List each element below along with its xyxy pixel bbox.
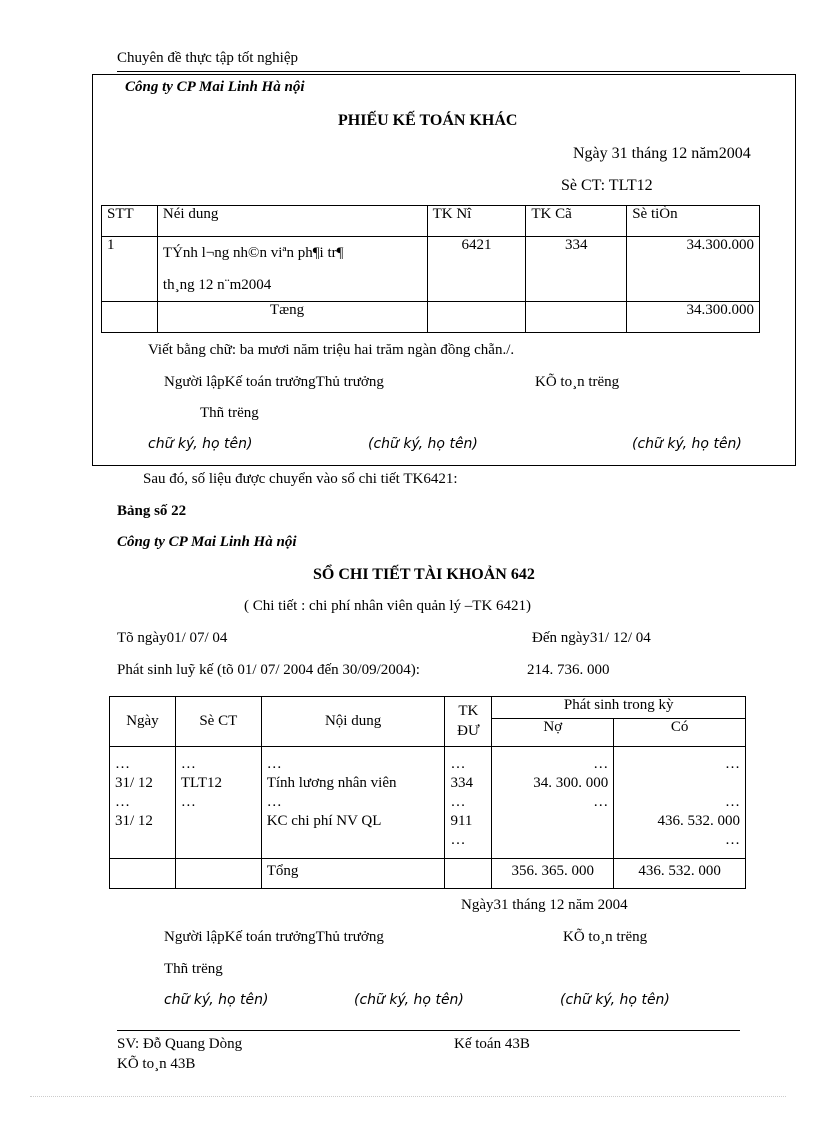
row-credit: 334 <box>526 237 627 302</box>
col-credit: TK Cã <box>526 206 627 237</box>
voucher-sig-2: (chữ ký, họ tên) <box>368 436 478 452</box>
ledger-title: SỔ CHI TIẾT TÀI KHOẢN 642 <box>313 566 535 583</box>
col-amount: Sè tiÒn <box>627 206 760 237</box>
row-amount: 34.300.000 <box>627 237 760 302</box>
header-rule <box>117 71 740 72</box>
row-stt: 1 <box>102 237 158 302</box>
footer-rule <box>117 1030 740 1031</box>
voucher-sig-3: (chữ ký, họ tên) <box>632 436 742 452</box>
voucher-sign-roles: Người lậpKế toán trưởngThủ trưởng <box>164 374 384 390</box>
body-descs: … Tính lương nhân viên … KC chi phí NV QL <box>261 747 445 859</box>
table-row <box>102 237 760 302</box>
table-row <box>110 747 746 859</box>
row-desc-line2: th¸ng 12 n¨m2004 <box>162 277 272 293</box>
voucher-sign-head: Thñ trëng <box>200 405 259 421</box>
voucher-sign-accountant: KÕ to¸n trëng <box>535 374 620 390</box>
body-docs: … TLT12 … <box>175 747 261 859</box>
hdr-period: Phát sinh trong kỳ <box>492 697 746 719</box>
ledger-sign-head: Thñ trëng <box>164 961 223 977</box>
amount-in-words: Viết bằng chữ: ba mươi năm triệu hai trăm ngàn đồng chẵn./. <box>148 342 515 358</box>
col-stt: STT <box>102 206 158 237</box>
ledger-sign-roles: Người lậpKế toán trưởngThủ trưởng <box>164 929 384 945</box>
ledger-sig-2: (chữ ký, họ tên) <box>354 992 464 1008</box>
ledger-cumulative-value: 214. 736. 000 <box>527 662 610 678</box>
ledger-total-debit: 356. 365. 000 <box>492 859 614 889</box>
voucher-date: Ngày 31 tháng 12 năm2004 <box>573 145 751 162</box>
hdr-desc: Nội dung <box>261 697 445 747</box>
ledger-date-line: Ngày31 tháng 12 năm 2004 <box>461 897 628 913</box>
row-desc-line1: TÝnh l¬ng nh©n viªn ph¶i tr¶ <box>162 245 344 261</box>
footer-class: Kế toán 43B <box>454 1036 530 1052</box>
col-debit: TK Nî <box>427 206 526 237</box>
body-dates: … 31/ 12 … 31/ 12 <box>110 747 176 859</box>
voucher-sig-1: chữ ký, họ tên) <box>148 436 253 452</box>
voucher-title: PHIẾU KẾ TOÁN KHÁC <box>338 112 518 129</box>
total-amount: 34.300.000 <box>627 302 760 333</box>
ledger-total-label: Tổng <box>261 859 445 889</box>
ledger-subtitle: ( Chi tiết : chi phí nhân viên quản lý –TK 6421) <box>244 598 532 614</box>
hdr-date: Ngày <box>110 697 176 747</box>
table-number: Bảng số 22 <box>117 503 187 519</box>
ledger-total-credit: 436. 532. 000 <box>614 859 746 889</box>
voucher-table <box>101 205 760 333</box>
body-credits: … … 436. 532. 000 … <box>614 747 746 859</box>
hdr-tk-line1: TK <box>458 703 479 719</box>
total-label: Tæng <box>157 302 427 333</box>
hdr-credit: Có <box>614 719 746 747</box>
hdr-doc: Sè CT <box>175 697 261 747</box>
body-debits: … 34. 300. 000 … <box>492 747 614 859</box>
voucher-total-row <box>102 302 760 333</box>
ledger-company: Công ty CP Mai Linh Hà nội <box>117 534 297 550</box>
header-title: Chuyên đề thực tập tốt nghiệp <box>117 50 299 66</box>
ledger-table <box>109 696 746 889</box>
hdr-tk-line2: ĐƯ <box>457 722 480 739</box>
ledger-header-row-1 <box>110 697 746 719</box>
ledger-sig-3: (chữ ký, họ tên) <box>560 992 670 1008</box>
ledger-from-date: Tõ ngày01/ 07/ 04 <box>117 630 228 646</box>
body-tks: … 334 … 911 … <box>445 747 492 859</box>
ledger-cumulative-label: Phát sinh luỹ kế (tõ 01/ 07/ 2004 đến 30/09/2004): <box>117 662 420 678</box>
row-debit: 6421 <box>427 237 526 302</box>
ledger-to-date: Đến ngày31/ 12/ 04 <box>532 630 651 646</box>
page-edge-divider <box>30 1096 786 1097</box>
voucher-company: Công ty CP Mai Linh Hà nội <box>125 79 305 95</box>
voucher-table-header <box>102 206 760 237</box>
footer-class-2: KÕ to¸n 43B <box>117 1056 196 1072</box>
hdr-debit: Nợ <box>492 719 614 747</box>
row-desc <box>157 237 427 302</box>
ledger-sig-1: chữ ký, họ tên) <box>164 992 269 1008</box>
ledger-sign-accountant: KÕ to¸n trëng <box>563 929 648 945</box>
footer-student: SV: Đỗ Quang Dòng <box>117 1036 243 1052</box>
transfer-text: Sau đó, số liệu được chuyển vào sổ chi tiết TK6421: <box>143 471 458 487</box>
ledger-total-row <box>110 859 746 889</box>
hdr-tk <box>445 697 492 747</box>
voucher-number: Sè CT: TLT12 <box>561 177 653 194</box>
col-desc: Néi dung <box>157 206 427 237</box>
